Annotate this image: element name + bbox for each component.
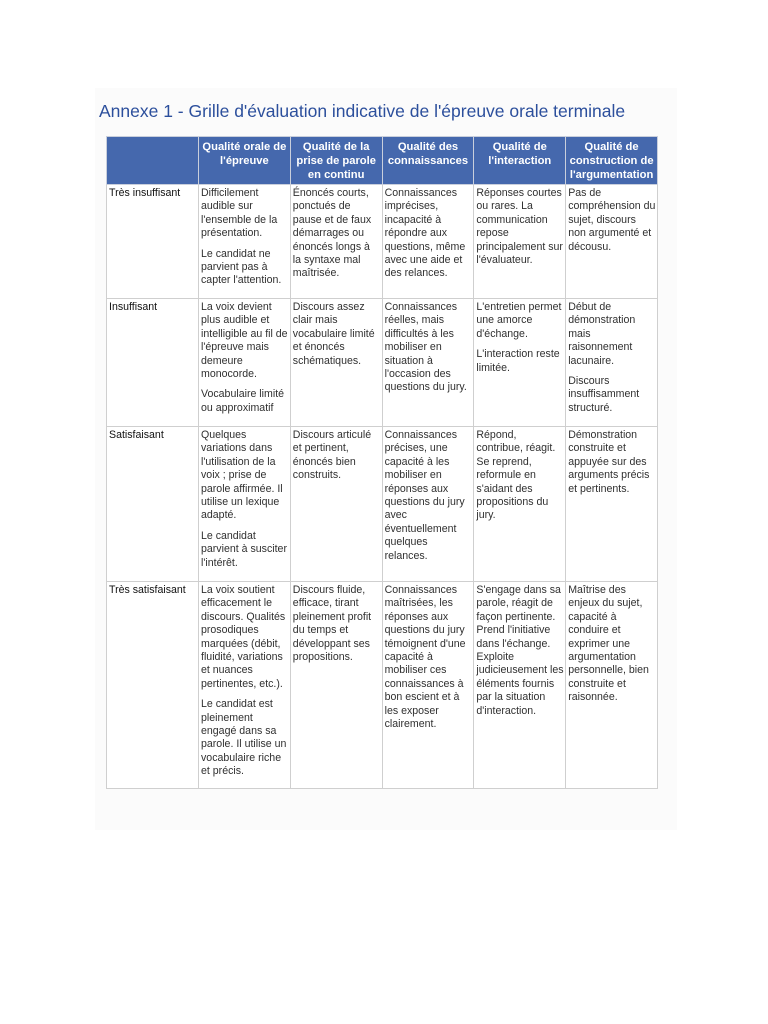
header-corner-cell bbox=[107, 137, 199, 185]
cell-paragraph: Discours insuffisamment structuré. bbox=[568, 375, 640, 414]
cell-oral-quality bbox=[199, 427, 291, 582]
cell-interaction-quality bbox=[474, 582, 566, 789]
table-row bbox=[107, 185, 658, 299]
cell-paragraph: Connaissances précises, une capacité à les mobiliser en réponses aux questions du jury avec éventuellement quelques relances. bbox=[384, 429, 465, 562]
cell-oral-quality bbox=[199, 582, 291, 789]
cell-knowledge-quality bbox=[382, 299, 474, 427]
cell-paragraph: La voix soutient efficacement le discours. Qualités prosodiques marquées (débit, fluidité, variations et nuances pertinentes, etc.). bbox=[201, 584, 286, 690]
cell-speaking-quality bbox=[290, 185, 382, 299]
cell-knowledge-quality bbox=[382, 185, 474, 299]
document-title: Annexe 1 - Grille d'évaluation indicative de l'épreuve orale terminale bbox=[99, 101, 626, 121]
cell-paragraph: Le candidat est pleinement engagé dans sa parole. Il utilise un vocabulaire riche et précis. bbox=[201, 698, 287, 778]
cell-argumentation-quality bbox=[566, 427, 658, 582]
level-label: Insuffisant bbox=[107, 299, 199, 427]
cell-paragraph: S'engage dans sa parole, réagit de façon pertinente. Prend l'initiative dans l'échange. Exploite judicieusement les éléments fournis par la situation d'interaction. bbox=[476, 584, 564, 717]
cell-paragraph: Connaissances imprécises, incapacité à répondre aux questions, même avec une aide et des relances. bbox=[384, 187, 466, 280]
cell-knowledge-quality bbox=[382, 582, 474, 789]
cell-paragraph: La voix devient plus audible et intelligible au fil de l'épreuve mais demeure monocorde. bbox=[201, 301, 288, 381]
cell-oral-quality bbox=[199, 185, 291, 299]
cell-paragraph: Vocabulaire limité ou approximatif bbox=[201, 388, 285, 414]
cell-paragraph: Discours articulé et pertinent, énoncés bien construits. bbox=[292, 429, 372, 482]
table-row bbox=[107, 582, 658, 789]
header-knowledge-quality: Qualité des connaissances bbox=[382, 137, 474, 185]
cell-paragraph: Discours fluide, efficace, tirant pleinement profit du temps et développant ses propositions. bbox=[292, 584, 372, 664]
header-argumentation-quality: Qualité de construction de l'argumentation bbox=[566, 137, 658, 185]
cell-argumentation-quality bbox=[566, 185, 658, 299]
level-label: Très satisfaisant bbox=[107, 582, 199, 789]
cell-paragraph: Le candidat ne parvient pas à capter l'attention. bbox=[201, 247, 282, 287]
cell-paragraph: Réponses courtes ou rares. La communication repose principalement sur l'évaluateur. bbox=[476, 187, 563, 267]
cell-paragraph: Pas de compréhension du sujet, discours non argumenté et décousu. bbox=[568, 187, 656, 253]
header-speaking-quality: Qualité de la prise de parole en continu bbox=[290, 137, 382, 185]
cell-paragraph: Répond, contribue, réagit. Se reprend, reformule en s'aidant des propositions du jury. bbox=[476, 429, 556, 522]
cell-paragraph: Difficilement audible sur l'ensemble de la présentation. bbox=[201, 187, 278, 240]
cell-paragraph: Maîtrise des enjeux du sujet, capacité à conduire et exprimer une argumentation personnelle, bien construite et raisonnée. bbox=[568, 584, 649, 704]
cell-speaking-quality bbox=[290, 582, 382, 789]
cell-interaction-quality bbox=[474, 299, 566, 427]
level-label: Satisfaisant bbox=[107, 427, 199, 582]
cell-interaction-quality bbox=[474, 185, 566, 299]
cell-paragraph: Le candidat parvient à susciter l'intérêt. bbox=[201, 529, 287, 569]
cell-argumentation-quality bbox=[566, 582, 658, 789]
cell-paragraph: Début de démonstration mais raisonnement lacunaire. bbox=[568, 301, 636, 367]
cell-paragraph: Connaissances réelles, mais difficultés à les mobiliser en situation à l'occasion des questions du jury. bbox=[384, 301, 467, 394]
table-row bbox=[107, 299, 658, 427]
evaluation-grid-table bbox=[106, 136, 658, 789]
header-interaction-quality: Qualité de l'interaction bbox=[474, 137, 566, 185]
cell-paragraph: Quelques variations dans l'utilisation de la voix ; prise de parole affirmée. Il utilise un lexique adapté. bbox=[201, 429, 283, 522]
cell-paragraph: Discours assez clair mais vocabulaire limité et énoncés schématiques. bbox=[292, 301, 375, 367]
cell-paragraph: Démonstration construite et appuyée sur des arguments précis et pertinents. bbox=[568, 429, 650, 495]
cell-speaking-quality bbox=[290, 427, 382, 582]
cell-paragraph: L'interaction reste limitée. bbox=[476, 348, 560, 374]
cell-argumentation-quality bbox=[566, 299, 658, 427]
header-row bbox=[107, 137, 658, 185]
cell-paragraph: Connaissances maîtrisées, les réponses aux questions du jury témoignent d'une capacité à mobiliser ces connaissances à bon escient et à les exposer clairement. bbox=[384, 584, 466, 731]
level-label: Très insuffisant bbox=[107, 185, 199, 299]
table-row bbox=[107, 427, 658, 582]
cell-paragraph: Énoncés courts, ponctués de pause et de faux démarrages ou énoncés longs à la syntaxe mal maîtrisée. bbox=[292, 187, 372, 280]
cell-knowledge-quality bbox=[382, 427, 474, 582]
cell-paragraph: L'entretien permet une amorce d'échange. bbox=[476, 301, 562, 340]
cell-interaction-quality bbox=[474, 427, 566, 582]
cell-oral-quality bbox=[199, 299, 291, 427]
cell-speaking-quality bbox=[290, 299, 382, 427]
header-oral-quality: Qualité orale de l'épreuve bbox=[199, 137, 291, 185]
